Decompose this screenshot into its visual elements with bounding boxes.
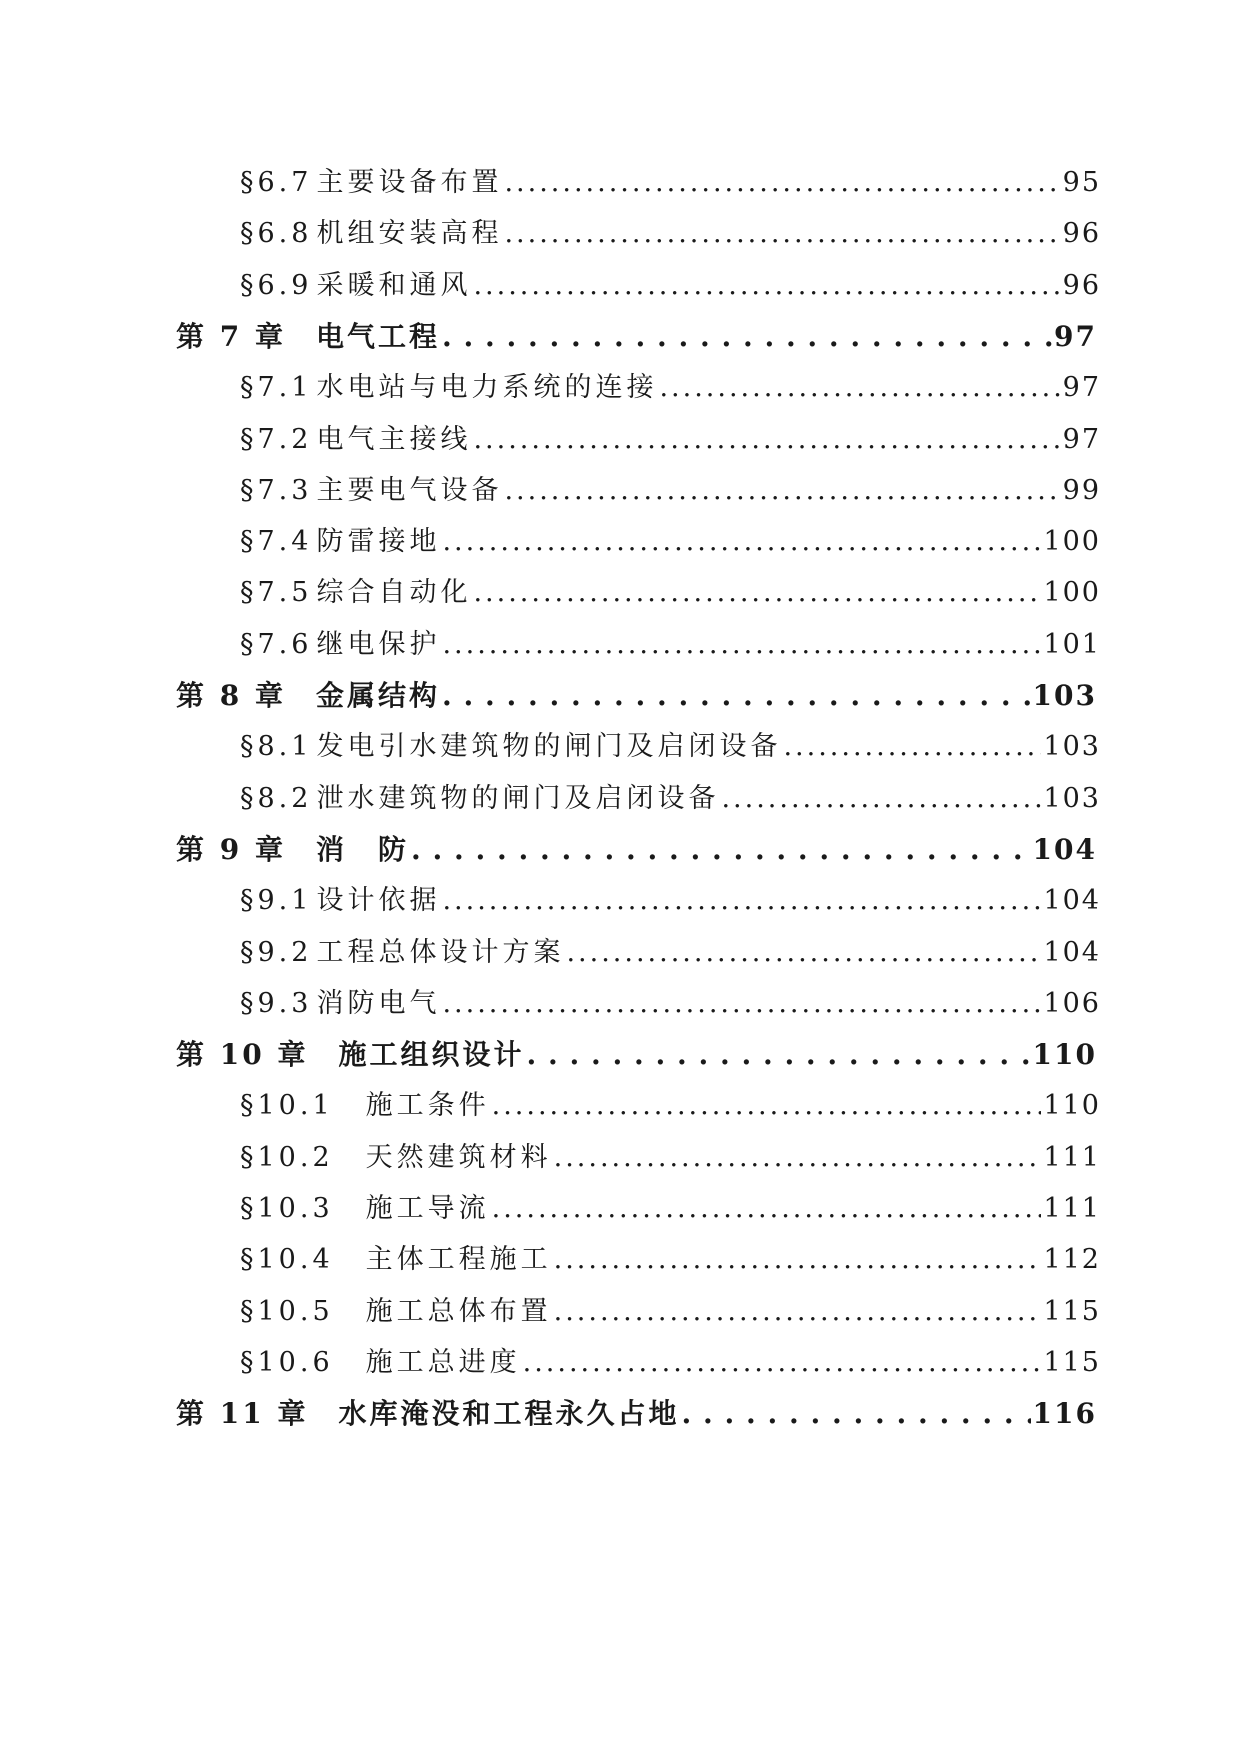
toc-entry-number: §9.1 <box>240 885 313 917</box>
toc-page-number: 103 <box>1032 679 1097 712</box>
toc-page-number: 110 <box>1043 1090 1101 1122</box>
toc-entry-text: 采暖和通风 <box>316 269 472 301</box>
toc-dot-leader <box>554 1238 1042 1282</box>
toc-page-number: 100 <box>1043 526 1101 558</box>
toc-entry-number: §9.2 <box>240 936 313 968</box>
toc-dot-leader <box>442 520 1041 564</box>
toc-entry-title <box>240 520 440 564</box>
toc-entry-number: 第 8 章 <box>176 679 286 712</box>
toc-section-entry[interactable] <box>240 418 1101 462</box>
toc-entry-number: §8.1 <box>240 731 313 763</box>
toc-dot-leader <box>554 1136 1042 1180</box>
toc-page-number: 111 <box>1043 1141 1101 1173</box>
toc-page-number: 96 <box>1062 218 1101 250</box>
toc-section-entry[interactable] <box>240 623 1101 667</box>
toc-page-number: 101 <box>1043 628 1101 660</box>
toc-entry-number: 第 11 章 <box>176 1397 309 1431</box>
toc-dot-leader <box>659 366 1060 410</box>
toc-page-number: 96 <box>1062 269 1101 301</box>
toc-entry-title <box>240 1136 552 1180</box>
toc-dot-leader <box>783 725 1041 769</box>
toc-entry-text: 水库淹没和工程永久占地 <box>338 1397 680 1431</box>
toc-entry-title <box>240 982 440 1026</box>
toc-section-entry[interactable] <box>240 520 1101 564</box>
toc-page-number: 115 <box>1043 1346 1101 1378</box>
toc-entry-title <box>240 879 440 923</box>
toc-section-entry[interactable] <box>240 1084 1101 1128</box>
toc-entry-number: §10.3 <box>240 1193 334 1224</box>
toc-page-number: 97 <box>1054 319 1097 353</box>
toc-chapter-entry[interactable] <box>176 315 1097 359</box>
toc-section-entry[interactable] <box>240 571 1101 615</box>
toc-entry-text: 施工条件 <box>365 1090 490 1122</box>
toc-entry-number: §10.5 <box>240 1295 334 1327</box>
toc-section-entry[interactable] <box>240 931 1101 975</box>
toc-entry-title <box>240 264 471 308</box>
toc-entry-number: §7.4 <box>240 526 313 558</box>
toc-page-number: 104 <box>1032 832 1097 866</box>
toc-dot-leader <box>442 879 1041 923</box>
toc-section-entry[interactable] <box>240 469 1101 513</box>
toc-dot-leader <box>566 931 1041 975</box>
toc-entry-title <box>176 674 440 718</box>
toc-chapter-entry[interactable] <box>176 674 1097 718</box>
toc-page-number: 104 <box>1043 936 1101 968</box>
toc-entry-title <box>240 418 471 462</box>
toc-entry-number: §9.3 <box>240 987 313 1019</box>
toc-entry-title <box>240 1084 490 1128</box>
toc-entry-title <box>240 161 502 205</box>
toc-entry-title <box>240 571 471 615</box>
toc-entry-text: 水电站与电力系统的连接 <box>316 372 658 404</box>
toc-section-entry[interactable] <box>240 879 1101 923</box>
toc-entry-number: §10.1 <box>240 1090 334 1122</box>
toc-entry-title <box>240 1187 490 1231</box>
toc-entry-text: 电气主接线 <box>316 423 472 455</box>
toc-entry-text: 施工组织设计 <box>338 1038 525 1072</box>
toc-dot-leader <box>473 418 1060 462</box>
toc-entry-title <box>240 366 657 410</box>
toc-entry-number: §7.1 <box>240 372 313 404</box>
toc-dot-leader <box>492 1187 1042 1231</box>
toc-entry-number: §6.8 <box>240 218 313 250</box>
toc-dot-leader <box>504 212 1060 256</box>
toc-dot-leader <box>492 1084 1042 1128</box>
toc-dot-leader <box>526 1033 1030 1077</box>
toc-page-number: 99 <box>1062 474 1101 506</box>
toc-entry-number: §8.2 <box>240 782 313 814</box>
toc-dot-leader <box>473 264 1060 308</box>
toc-entry-title <box>240 931 564 975</box>
toc-entry-title <box>240 469 502 513</box>
toc-entry-title <box>176 828 409 872</box>
toc-dot-leader <box>523 1341 1042 1385</box>
toc-section-entry[interactable] <box>240 161 1101 205</box>
toc-entry-title <box>240 623 440 667</box>
toc-entry-text: 防雷接地 <box>316 526 441 558</box>
toc-chapter-entry[interactable] <box>176 1033 1097 1077</box>
toc-entry-text: 施工导流 <box>365 1193 490 1224</box>
toc-entry-text: 机组安装高程 <box>316 218 503 250</box>
toc-entry-number: §7.3 <box>240 474 313 506</box>
toc-page-number: 110 <box>1032 1038 1097 1072</box>
toc-section-entry[interactable] <box>240 264 1101 308</box>
toc-entry-text: 消防电气 <box>316 987 441 1019</box>
toc-page-number: 104 <box>1043 885 1101 917</box>
toc-chapter-entry[interactable] <box>176 1392 1097 1436</box>
toc-entry-title <box>240 1290 552 1334</box>
toc-entry-text: 泄水建筑物的闸门及启闭设备 <box>316 782 720 814</box>
toc-entry-number: §7.2 <box>240 423 313 455</box>
toc-page-number: 97 <box>1062 423 1101 455</box>
toc-chapter-entry[interactable] <box>176 828 1097 872</box>
toc-page-number: 111 <box>1043 1193 1101 1224</box>
toc-entry-text: 主体工程施工 <box>365 1244 552 1276</box>
toc-dot-leader <box>442 623 1041 667</box>
toc-entry-text: 继电保护 <box>316 628 441 660</box>
toc-section-entry[interactable] <box>240 1290 1101 1334</box>
toc-dot-leader <box>442 674 1031 718</box>
toc-section-entry[interactable] <box>240 1187 1101 1231</box>
toc-dot-leader <box>504 161 1060 205</box>
toc-entry-number: §7.6 <box>240 628 313 660</box>
toc-entry-number: §10.6 <box>240 1346 334 1378</box>
toc-page-number: 97 <box>1062 372 1101 404</box>
toc-entry-text: 主要设备布置 <box>316 167 503 198</box>
toc-section-entry[interactable] <box>240 366 1101 410</box>
toc-section-entry[interactable] <box>240 725 1101 769</box>
toc-dot-leader <box>442 982 1041 1026</box>
toc-page-number: 103 <box>1043 731 1101 763</box>
toc-entry-text: 设计依据 <box>316 885 441 917</box>
toc-entry-number: §6.9 <box>240 269 313 301</box>
toc-section-entry[interactable] <box>240 982 1101 1026</box>
toc-dot-leader <box>442 315 1052 359</box>
toc-entry-title <box>240 777 719 821</box>
toc-entry-number: 第 10 章 <box>176 1038 309 1072</box>
toc-dot-leader <box>554 1290 1042 1334</box>
toc-page-number: 100 <box>1043 577 1101 609</box>
toc-entry-text: 消 防 <box>315 832 409 866</box>
toc-entry-number: 第 9 章 <box>176 832 286 866</box>
toc-dot-leader <box>473 571 1041 615</box>
toc-page-number: 116 <box>1032 1397 1097 1431</box>
toc-section-entry[interactable] <box>240 212 1101 256</box>
toc-entry-number: §7.5 <box>240 577 313 609</box>
toc-section-entry[interactable] <box>240 777 1101 821</box>
toc-entry-number: 第 7 章 <box>176 319 286 353</box>
toc-entry-number: §10.4 <box>240 1244 334 1276</box>
toc-entry-number: §6.7 <box>240 167 313 198</box>
toc-entry-number: §10.2 <box>240 1141 334 1173</box>
toc-dot-leader <box>411 828 1031 872</box>
toc-entry-text: 发电引水建筑物的闸门及启闭设备 <box>316 731 782 763</box>
toc-page-number: 95 <box>1062 167 1101 198</box>
toc-dot-leader <box>721 777 1041 821</box>
toc-page-number: 103 <box>1043 782 1101 814</box>
toc-section-entry[interactable] <box>240 1136 1101 1180</box>
toc-entry-title <box>176 1392 679 1436</box>
toc-entry-text: 主要电气设备 <box>316 474 503 506</box>
toc-entry-text: 金属结构 <box>315 679 440 712</box>
toc-entry-title <box>240 212 502 256</box>
toc-entry-title <box>240 725 781 769</box>
toc-entry-text: 电气工程 <box>315 319 440 353</box>
toc-entry-text: 综合自动化 <box>316 577 472 609</box>
toc-dot-leader <box>681 1392 1030 1436</box>
toc-entry-text: 工程总体设计方案 <box>316 936 565 968</box>
toc-page-number: 115 <box>1043 1295 1101 1327</box>
toc-section-entry[interactable] <box>240 1341 1101 1385</box>
toc-page-number: 106 <box>1043 987 1101 1019</box>
toc-section-entry[interactable] <box>240 1238 1101 1282</box>
toc-entry-text: 天然建筑材料 <box>365 1141 552 1173</box>
toc-entry-title <box>240 1238 552 1282</box>
toc-entry-title <box>176 315 440 359</box>
toc-entry-title <box>176 1033 524 1077</box>
toc-page-number: 112 <box>1043 1244 1101 1276</box>
toc-entry-title <box>240 1341 521 1385</box>
toc-entry-text: 施工总体布置 <box>365 1295 552 1327</box>
toc-entry-text: 施工总进度 <box>365 1346 521 1378</box>
toc-dot-leader <box>504 469 1060 513</box>
